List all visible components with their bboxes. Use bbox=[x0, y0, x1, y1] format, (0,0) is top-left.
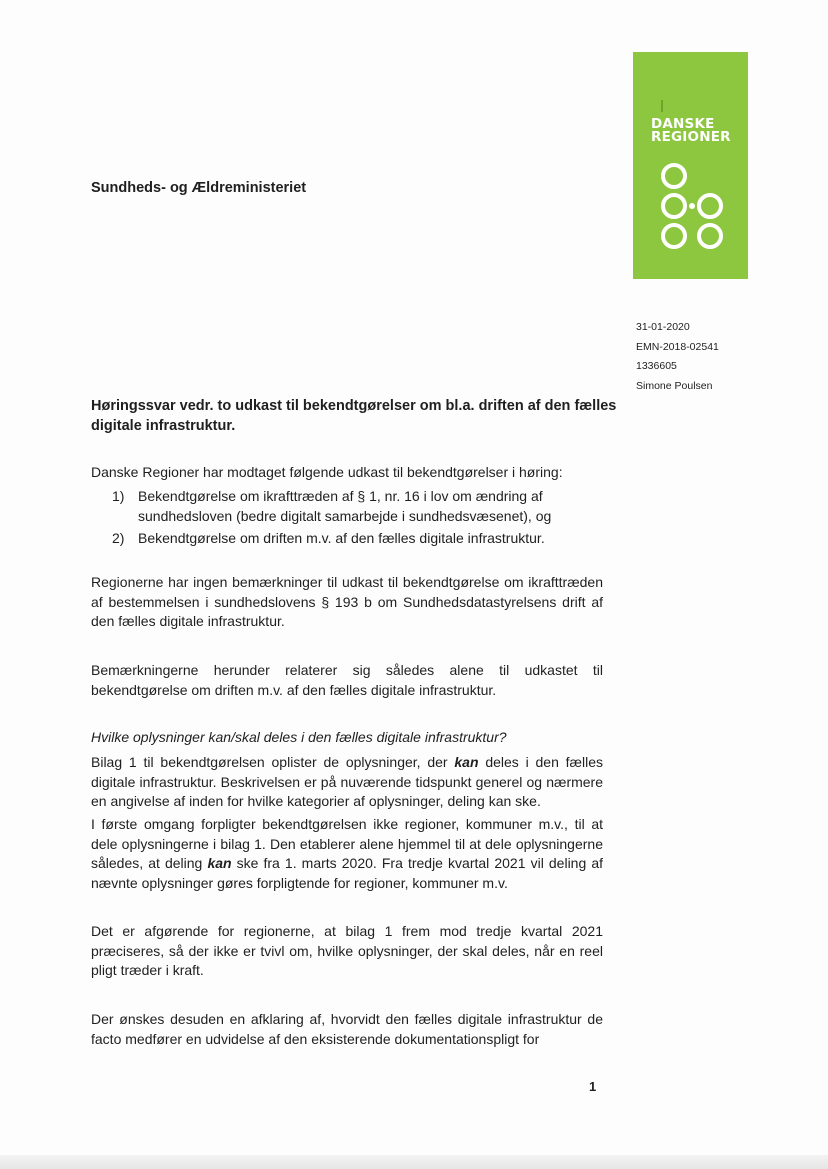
paragraph-precision: Det er afgørende for regionerne, at bilag 1 frem mod tredje kvartal 2021 præciseres, så der ikke er tvivl om, hvilke oplysninger, der skal deles, når en reel pligt træder i kraft. bbox=[91, 923, 603, 978]
paragraph-clarification: Der ønskes desuden en afklaring af, hvorvidt den fælles digitale infrastruktur de facto medfører en udvidelse af den eksisterende dokumentationspligt for bbox=[91, 1011, 603, 1047]
list-item-text: Bekendtgørelse om driften m.v. af den fælles digitale infrastruktur. bbox=[138, 530, 545, 546]
document-date: 31-01-2020 bbox=[636, 321, 690, 333]
intro-paragraph: Danske Regioner har modtaget følgende udkast til bekendtgørelser i høring: bbox=[91, 464, 563, 480]
list-item-number: 2) bbox=[112, 530, 125, 546]
section-heading: Hvilke oplysninger kan/skal deles i den fælles digitale infrastruktur? bbox=[91, 729, 507, 745]
document-metadata bbox=[636, 318, 719, 396]
emphasis-text: kan bbox=[454, 754, 479, 770]
paragraph-text: I første omgang forpligter bekendtgørelsen ikke regioner, kommuner m.v., til at dele oplysningerne i bilag 1. Den etablerer alene hjemmel til at dele oplysningerne således, at deling bbox=[91, 816, 603, 871]
author: Simone Poulsen bbox=[636, 379, 713, 392]
scan-edge bbox=[0, 1155, 828, 1169]
paragraph-text: ske fra 1. marts 2020. Fra tredje kvartal 2021 vil deling af nævnte oplysninger gøres forpligtende for regioner, kommuner m.v. bbox=[91, 855, 604, 891]
paragraph-remarks-scope: Bemærkningerne herunder relaterer sig således alene til udkastet til bekendtgørelse om driften m.v. af den fælles digitale infrastruktur. bbox=[91, 662, 603, 698]
danske-regioner-logo bbox=[633, 52, 748, 279]
paragraph-text: deles i den fælles digitale infrastruktur. Beskrivelsen er på nuværende tidspunkt generel og nærmere en angivelse af inden for hvilke kategorier af oplysninger, deling kan ske. bbox=[91, 754, 604, 809]
page-number: 1 bbox=[589, 1079, 597, 1094]
logo-line-2: REGIONER bbox=[651, 129, 731, 145]
subject-heading: Høringssvar vedr. to udkast til bekendtgørelser om bl.a. driften af den fælles digitale infrastruktur. bbox=[91, 398, 617, 434]
document-number: 1336605 bbox=[636, 360, 677, 372]
case-number: EMN-2018-02541 bbox=[636, 340, 719, 353]
list-item-number: 1) bbox=[112, 488, 125, 504]
list-item bbox=[91, 529, 603, 549]
paragraph-bilag bbox=[91, 753, 603, 812]
emphasis-text: kan bbox=[207, 855, 232, 871]
draft-list bbox=[91, 487, 603, 552]
logo-line-1: DANSKE bbox=[651, 116, 715, 132]
paragraph-text: Bilag 1 til bekendtgørelsen oplister de oplysninger, der bbox=[91, 754, 455, 770]
recipient: Sundheds- og Ældreministeriet bbox=[91, 180, 307, 196]
list-item-text: Bekendtgørelse om ikrafttræden af § 1, nr. 16 i lov om ændring af sundhedsloven (bedre digitalt samarbejde i sundhedsvæsenet), og bbox=[138, 488, 552, 524]
logo-circles-icon bbox=[655, 162, 735, 272]
paragraph-no-remarks: Regionerne har ingen bemærkninger til udkast til bekendtgørelse om ikrafttræden af bestemmelsen i sundhedslovens § 193 b om Sundhedsdatastyrelsens drift af den fælles digitale infrastruktur. bbox=[91, 574, 603, 629]
paragraph-obligation bbox=[91, 815, 603, 893]
list-item bbox=[91, 487, 603, 526]
logo-mark bbox=[661, 100, 663, 112]
logo-text bbox=[651, 118, 731, 144]
